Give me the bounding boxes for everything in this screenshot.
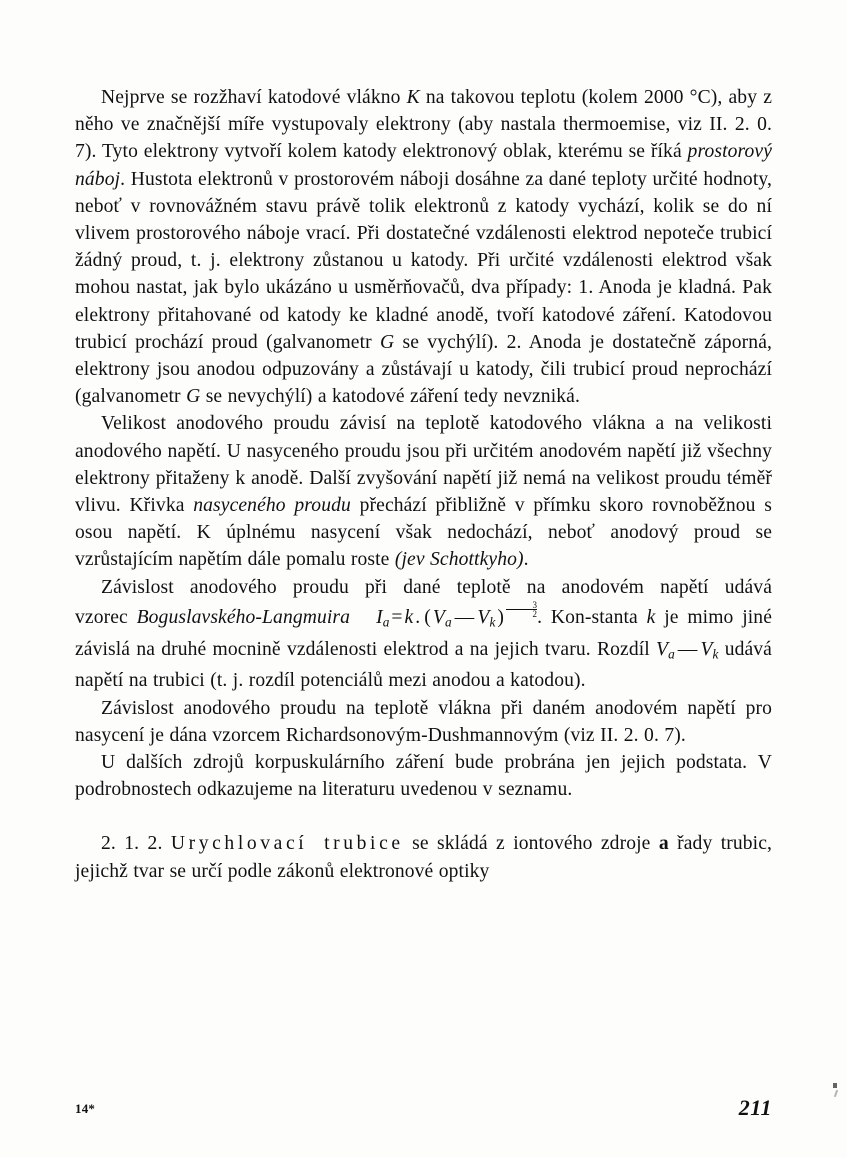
inline-expression-voltage-difference [656,639,718,660]
section-heading-2-1-2 [75,830,772,884]
heading-continuation-bold: a [658,833,669,855]
p3-k-tail: je mimo jiné závislá na druhé mocnině vzdálenosti elektrod a na jejich tvaru. Rozdíl [75,607,772,660]
heading-number: 2. 1. 2. [101,833,163,855]
heading-spaced-title-a: Urychlovací [170,833,308,855]
inline-subscript-a: a [668,646,675,662]
p1-run-8: se nevychýlí) a katodové záření tedy nevzniká. [200,386,580,408]
paragraph-5 [75,749,772,803]
scan-artifact-speck [833,1083,837,1088]
paragraph-2 [75,410,772,573]
inline-minus: — [677,638,698,660]
p1-symbol-G-second: G [186,386,201,408]
formula-exponent-numerator: 3 [532,599,538,610]
formula-minus: — [454,607,475,628]
formula-symbol-I: I [376,607,383,628]
section-heading-block [75,830,772,884]
formula-symbol-V-cathode: V [477,607,490,628]
p3-symbol-k: k [646,607,656,628]
formula-subscript-a: a [382,614,390,630]
p3-eponym-boguslavsky-langmuir: Boguslavského-Langmuira [136,607,351,628]
p1-run-2: na takovou teplotu (kolem 2000 °C), aby z něho ve značnější míře vystupovaly elektrony (aby nastala thermoemise, viz II. 2. 0. 7). Tyto elektrony vytvoří kolem katody elektronový oblak, kterému se říká [75,87,772,163]
formula-exponent-denominator: 2 [506,609,537,619]
formula-exponent-three-halves [506,601,537,619]
formula-symbol-k: k [404,607,414,628]
p1-symbol-K: K [406,87,420,108]
p2-run-0: Velikost anodového proudu závisí na teplotě katodového vlákna a na velikosti anodového napětí. U nasyceného proudu jsou při určitém anodovém napětí již všechny elektrony přitaženy k anodě. Další zvyšování napětí již nemá na velikost proudu téměř vlivu. Křivka [75,413,772,517]
text-block [75,84,772,885]
formula-boguslavsky-langmuir [376,599,538,630]
p3-tail: udává napětí na trubici (t. j. rozdíl potenciálů mezi anodou a katodou). [75,638,772,692]
formula-equals: = [391,607,403,628]
p4-run-0: Závislost anodového proudu na teplotě vlákna při daném anodovém napětí pro nasycení je dána vzorcem Richardsonovým-Dushmannovým (viz II. 2. 0. 7). [75,697,772,746]
formula-symbol-V-anode: V [432,607,445,628]
inline-symbol-V-anode: V [656,638,669,660]
p1-run-0: Nejprve se rozžhaví katodové vlákno [101,87,407,108]
signature-mark: 14* [75,1101,96,1116]
formula-subscript-a2: a [445,614,452,630]
paragraph-1 [75,84,772,410]
page-number: 211 [738,1095,772,1120]
p1-italic-prostorovy-naboj: prostorový náboj [75,141,772,190]
scan-artifact-speck-secondary [834,1090,838,1097]
formula-subscript-k: k [489,614,496,630]
p3-after-formula: . Kon-stanta [537,607,638,628]
p5-run-0: U dalších zdrojů korpuskulárního záření bude probrána jen jejich podstata. V podrobnostech odkazujeme na literaturu uvedenou v seznamu. [75,751,772,801]
formula-close-paren: ) [497,607,504,628]
heading-rest: se skládá z iontového zdroje [412,833,651,855]
p2-run-4: . [523,549,529,571]
p3-lead-in: Závislost anodového proudu při dané teplotě na anodovém napětí udává vzorec [75,576,772,628]
p1-run-6: se vychýlí). 2. Anoda je dostatečně záporná, elektrony jsou anodou odpuzovány a zůstávají u katody, čili trubicí proud neprochází (galvanometr [75,331,772,408]
heading-spaced-title-b: trubice [324,833,404,855]
inline-symbol-V-cathode: V [700,638,713,660]
paragraph-3 [75,574,772,695]
p2-italic-jev-schottkyho: (jev Schottkyho) [394,549,524,571]
page-footer [75,1095,772,1129]
p1-symbol-G-first: G [380,331,395,353]
p2-run-2: přechází přibližně v přímku skoro rovnoběžnou s osou napětí. K úplnému nasycení však nedochází, neboť anodový proud se vzrůstajícím napětím dále pomalu roste [75,495,772,571]
heading-continuation: řady trubic, jejichž tvar se určí podle zákonů elektronové optiky [75,833,773,882]
p2-italic-nasyceneho-proudu: nasyceného proudu [193,495,351,517]
formula-multiply-dot: . [415,607,421,628]
paragraph-4 [75,695,772,749]
p1-run-4: . Hustota elektronů v prostorovém náboji dosáhne za dané teploty určité hodnoty, neboť v rovnovážném stavu právě tolik elektronů z katody vychází, kolik se do ní vlivem prostorového náboje vrací. Při dostatečné vzdálenosti elektrod nepoteče trubicí žádný proud, t. j. elektrony zůstanou u katody. Při určité vzdálenosti elektrod však mohou nastat, jak bylo ukázáno u usměrňovačů, dva případy: 1. Anoda je kladná. Pak elektrony přitahované od katody ke kladné anodě, tvoří katodové záření. Katodovou trubicí prochází proud (galvanometr [75,168,772,353]
inline-subscript-k: k [712,646,719,662]
formula-open-paren: ( [424,607,431,628]
